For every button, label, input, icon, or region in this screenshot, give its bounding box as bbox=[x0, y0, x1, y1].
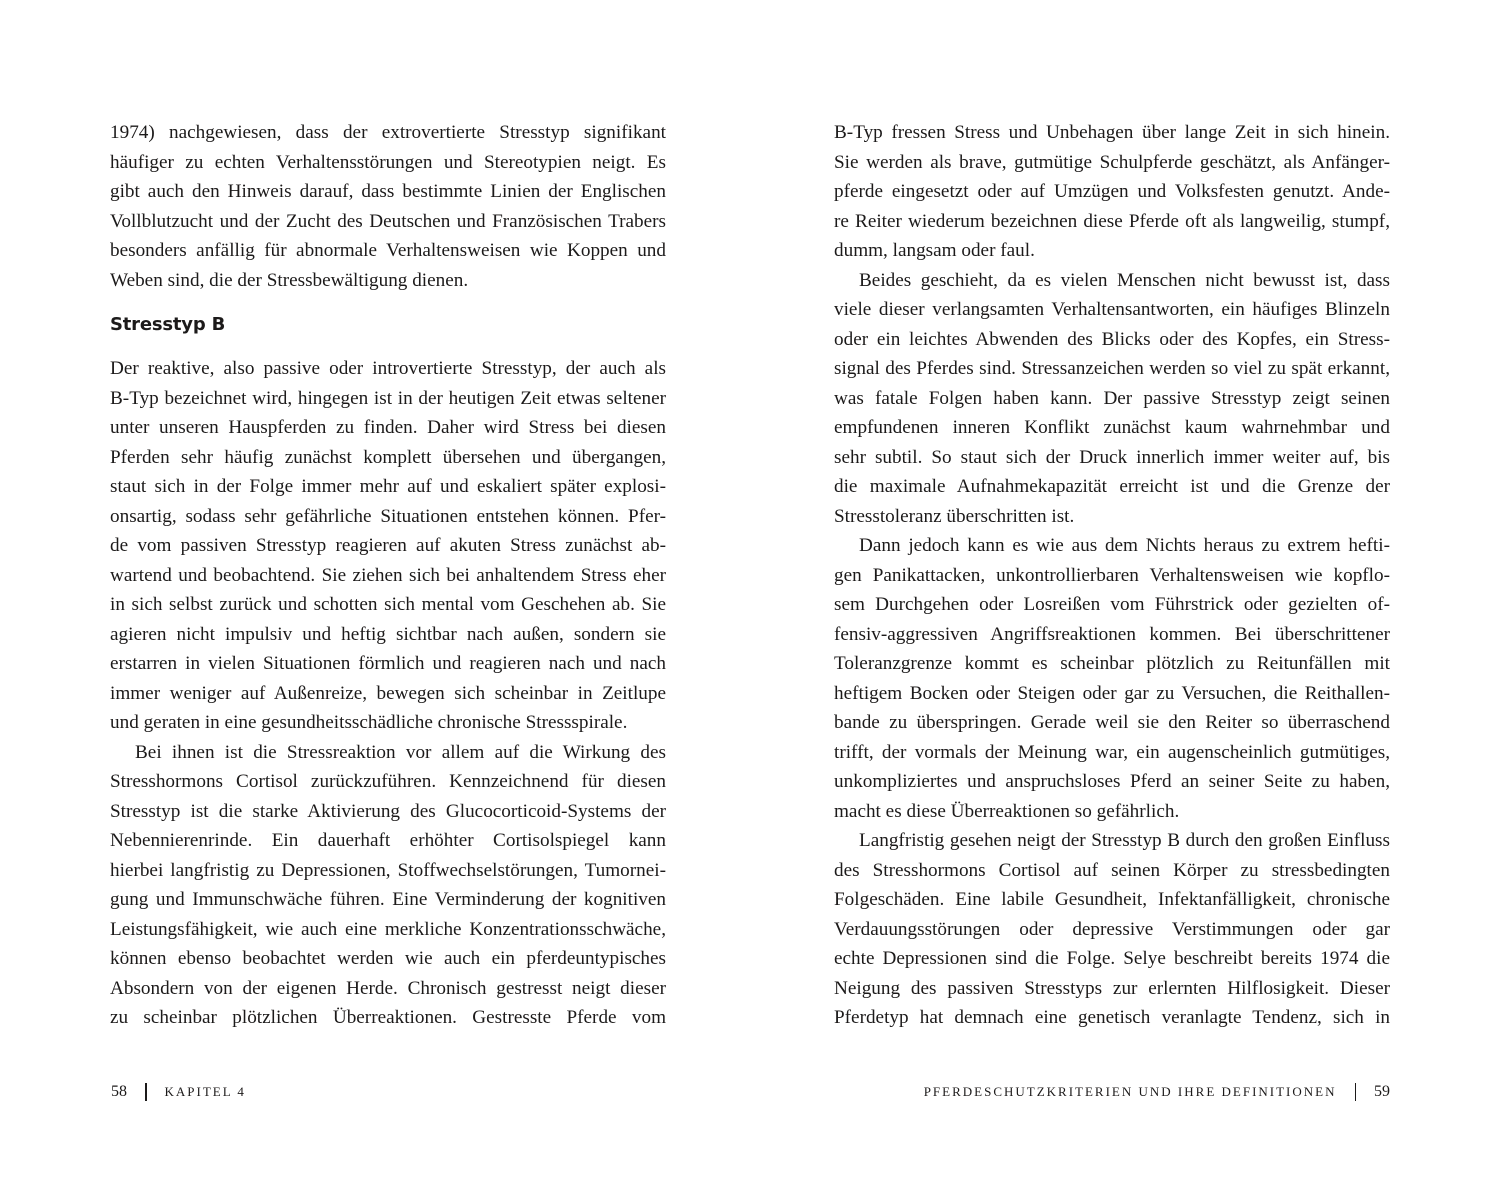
text-line: Neigung des passiven Stresstyps zur erlernten Hilflosigkeit. Dieser bbox=[834, 977, 1390, 999]
text-line: staut sich in der Folge immer mehr auf und eskaliert später explosi- bbox=[110, 476, 666, 498]
text-line: Pferden sehr häufig zunächst komplett übersehen und übergangen, bbox=[110, 446, 666, 468]
text-line: besonders anfällig für abnormale Verhaltensweisen wie Koppen und bbox=[110, 240, 666, 261]
text-line: echte Depressionen sind die Folge. Selye beschreibt bereits 1974 die bbox=[834, 948, 1390, 969]
text-line: Bei ihnen ist die Stressreaktion vor allem auf die Wirkung des bbox=[135, 741, 666, 763]
text-line: unter unseren Hauspferden zu finden. Daher wird Stress bei diesen bbox=[110, 417, 666, 439]
text-line: gibt auch den Hinweis darauf, dass bestimmte Linien der Englischen bbox=[110, 181, 666, 202]
text-line: macht es diese Überreaktionen so gefährlich. bbox=[834, 800, 1180, 822]
text-line: Verdauungsstörungen oder depressive Verstimmungen oder gar bbox=[834, 918, 1390, 940]
right-page-body bbox=[834, 118, 1390, 1033]
paragraph bbox=[834, 826, 1390, 1033]
text-line: gung und Immunschwäche führen. Eine Verminderung der kognitiven bbox=[110, 889, 666, 911]
paragraph bbox=[834, 118, 1390, 266]
text-line: in sich selbst zurück und schotten sich mental vom Geschehen ab. Sie bbox=[110, 594, 666, 616]
section-heading: Stresstyp B bbox=[110, 314, 226, 335]
text-line: des Stresshormons Cortisol auf seinen Körper zu stressbedingten bbox=[834, 859, 1390, 881]
text-line: zu scheinbar plötzlichen Überreaktionen. Gestresste Pferde vom bbox=[110, 1007, 666, 1029]
text-line: re Reiter wiederum bezeichnen diese Pferde oft als langweilig, stumpf, bbox=[834, 210, 1390, 232]
text-line: Pferdetyp hat demnach eine genetisch veranlagte Tendenz, sich in bbox=[834, 1007, 1390, 1028]
text-line: unkompliziertes und anspruchsloses Pferd an seiner Seite zu haben, bbox=[834, 771, 1390, 792]
text-line: agieren nicht impulsiv und heftig sichtbar nach außen, sondern sie bbox=[110, 623, 666, 645]
text-line: Stresshormons Cortisol zurückzuführen. Kennzeichnend für diesen bbox=[110, 771, 666, 793]
text-line: heftigem Bocken oder Steigen oder gar zu Versuchen, die Reithallen- bbox=[834, 682, 1390, 704]
text-line: Nebennierenrinde. Ein dauerhaft erhöhter Cortisolspiegel kann bbox=[110, 830, 666, 852]
text-line: Leistungsfähigkeit, wie auch eine merkliche Konzentrationsschwäche, bbox=[110, 918, 666, 940]
text-line: Beides geschieht, da es vielen Menschen nicht bewusst ist, dass bbox=[859, 269, 1390, 291]
text-line: oder ein leichtes Abwenden des Blicks oder des Kopfes, ein Stress- bbox=[834, 328, 1390, 350]
text-line: fensiv-aggressiven Angriffsreaktionen kommen. Bei überschrittener bbox=[834, 623, 1390, 645]
folio-divider bbox=[1355, 1083, 1357, 1101]
text-line: sehr subtil. So staut sich der Druck innerlich immer weiter auf, bis bbox=[834, 446, 1390, 468]
text-line: Vollblutzucht und der Zucht des Deutschen und Französischen Trabers bbox=[110, 210, 666, 232]
text-line: onsartig, sodass sehr gefährliche Situationen entstehen können. Pfer- bbox=[110, 505, 666, 527]
text-line: immer weniger auf Außenreize, bewegen sich scheinbar in Zeitlupe bbox=[110, 682, 666, 704]
text-line: Der reaktive, also passive oder introvertierte Stresstyp, der auch als bbox=[110, 358, 666, 380]
text-line: Langfristig gesehen neigt der Stresstyp B durch den großen Einfluss bbox=[859, 830, 1390, 851]
text-line: Absondern von der eigenen Herde. Chronisch gestresst neigt dieser bbox=[110, 977, 666, 999]
paragraph bbox=[110, 354, 666, 738]
page-number: 59 bbox=[1374, 1083, 1390, 1100]
text-line: B-Typ fressen Stress und Unbehagen über lange Zeit in sich hinein. bbox=[834, 122, 1390, 143]
text-line: Folgeschäden. Eine labile Gesundheit, Infektanfälligkeit, chronische bbox=[834, 889, 1390, 910]
text-line: pferde eingesetzt oder auf Umzügen und Volksfesten genutzt. Ande- bbox=[834, 181, 1390, 202]
text-line: sem Durchgehen oder Losreißen vom Führstrick oder gezielten of- bbox=[834, 594, 1390, 615]
text-line: was fatale Folgen haben kann. Der passive Stresstyp zeigt seinen bbox=[834, 387, 1390, 409]
text-line: Dann jedoch kann es wie aus dem Nichts heraus zu extrem hefti- bbox=[859, 535, 1390, 556]
text-line: bande zu überspringen. Gerade weil sie den Reiter so überraschend bbox=[834, 712, 1390, 733]
running-head: KAPITEL 4 bbox=[164, 1084, 246, 1099]
text-line: Stresstoleranz überschritten ist. bbox=[834, 505, 1075, 527]
text-line: Stresstyp ist die starke Aktivierung des Glucocorticoid-Systems der bbox=[110, 800, 666, 822]
paragraph bbox=[110, 738, 666, 1033]
text-line: Sie werden als brave, gutmütige Schulpferde geschätzt, als Anfänger- bbox=[834, 151, 1390, 173]
text-line: empfundenen inneren Konflikt zunächst kaum wahrnehmbar und bbox=[834, 417, 1390, 438]
folio-divider bbox=[145, 1083, 147, 1101]
text-line: hierbei langfristig zu Depressionen, Stoffwechselstörungen, Tumornei- bbox=[110, 859, 666, 881]
page-footer bbox=[924, 1080, 1390, 1104]
text-line: erstarren in vielen Situationen förmlich und reagieren nach und nach bbox=[110, 653, 666, 675]
text-line: Toleranzgrenze kommt es scheinbar plötzlich zu Reitunfällen mit bbox=[834, 653, 1390, 674]
right-page bbox=[750, 0, 1500, 1195]
text-line: signal des Pferdes sind. Stressanzeichen werden so viel zu spät erkannt, bbox=[834, 358, 1390, 379]
text-line: und geraten in eine gesundheitsschädliche chronische Stressspirale. bbox=[110, 712, 628, 734]
text-line: häufiger zu echten Verhaltensstörungen und Stereotypien neigt. Es bbox=[110, 151, 666, 173]
paragraph bbox=[110, 118, 666, 295]
left-page-body bbox=[110, 118, 666, 1033]
text-line: de vom passiven Stresstyp reagieren auf akuten Stress zunächst ab- bbox=[110, 535, 666, 557]
paragraph bbox=[834, 266, 1390, 532]
text-line: viele dieser verlangsamten Verhaltensantworten, ein häufiges Blinzeln bbox=[834, 299, 1390, 320]
paragraph bbox=[834, 531, 1390, 826]
text-line: Weben sind, die der Stressbewältigung dienen. bbox=[110, 269, 469, 291]
text-line: die maximale Aufnahmekapazität erreicht ist und die Grenze der bbox=[834, 476, 1390, 497]
page-footer bbox=[111, 1080, 246, 1104]
text-line: dumm, langsam oder faul. bbox=[834, 240, 1035, 261]
text-line: trifft, der vormals der Meinung war, ein augenscheinlich gutmütiges, bbox=[834, 741, 1390, 763]
text-line: können ebenso beobachtet werden wie auch ein pferdeuntypisches bbox=[110, 948, 666, 970]
text-line: 1974) nachgewiesen, dass der extrovertierte Stresstyp signifikant bbox=[110, 122, 666, 143]
text-line: B-Typ bezeichnet wird, hingegen ist in der heutigen Zeit etwas seltener bbox=[110, 387, 666, 409]
running-head: PFERDESCHUTZKRITERIEN UND IHRE DEFINITIONEN bbox=[923, 1084, 1337, 1099]
text-line: wartend und beobachtend. Sie ziehen sich bei anhaltendem Stress eher bbox=[110, 564, 666, 586]
text-line: gen Panikattacken, unkontrollierbaren Verhaltensweisen wie kopflo- bbox=[834, 564, 1390, 586]
page-number: 58 bbox=[111, 1083, 127, 1100]
